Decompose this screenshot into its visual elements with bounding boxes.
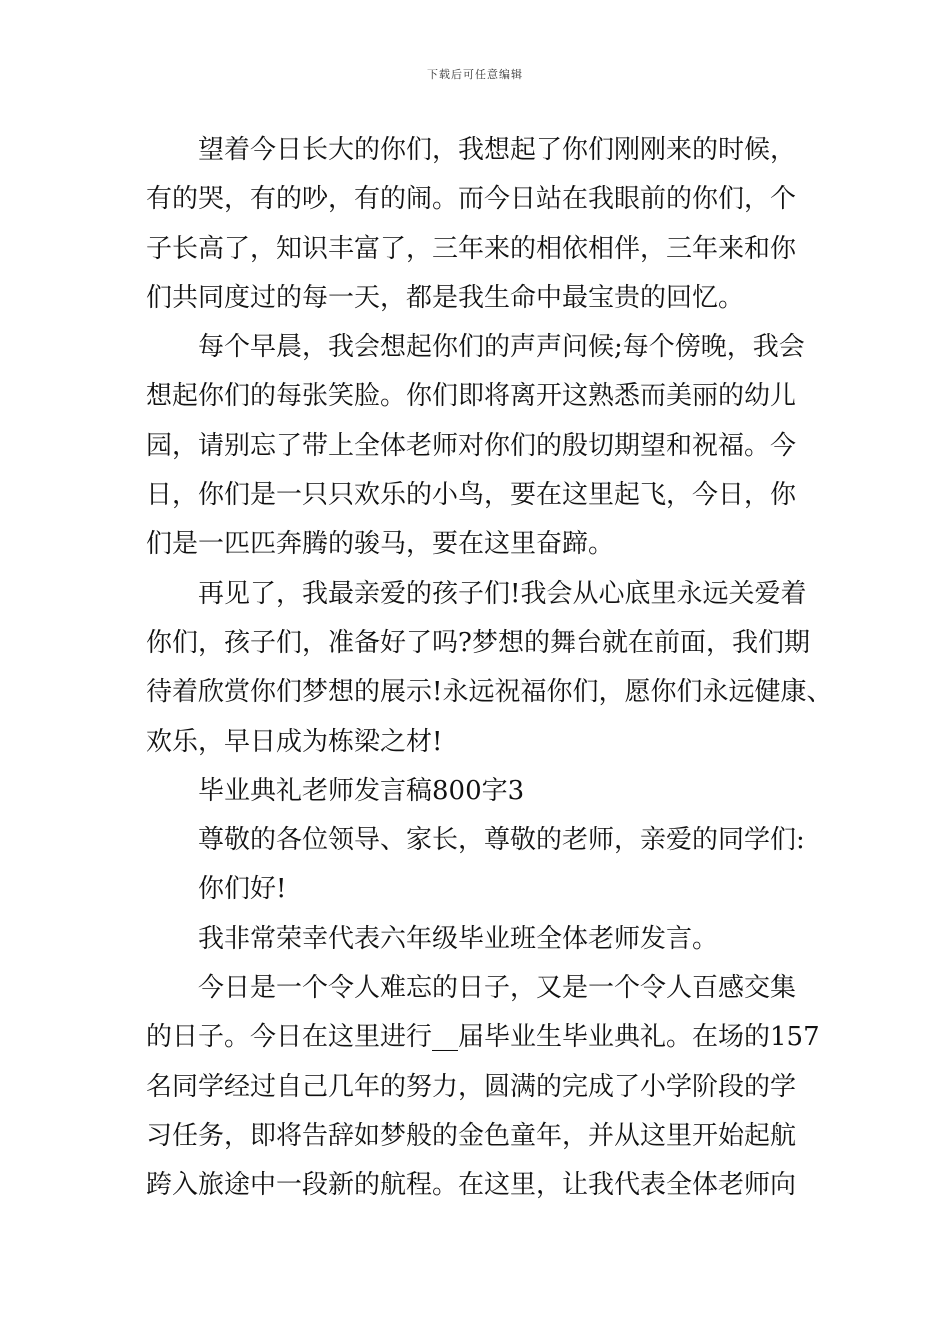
- text-line: 跨入旅途中一段新的航程。在这里，让我代表全体老师向: [146, 1170, 797, 1201]
- text-line: 我非常荣幸代表六年级毕业班全体老师发言。: [198, 923, 719, 954]
- page-header-note: 下载后可任意编辑: [427, 68, 523, 81]
- text-line: 今日是一个令人难忘的日子，又是一个令人百感交集: [198, 973, 797, 1004]
- text-line: 想起你们的每张笑脸。你们即将离开这熟悉而美丽的幼儿: [146, 381, 797, 412]
- text-line: 每个早晨，我会想起你们的声声问候;每个傍晚，我会: [198, 332, 805, 363]
- text-line: 名同学经过自己几年的努力，圆满的完成了小学阶段的学: [146, 1071, 797, 1102]
- text-line: 你们，孩子们，准备好了吗?梦想的舞台就在前面，我们期: [146, 627, 810, 658]
- text-line: 望着今日长大的你们，我想起了你们刚刚来的时候，: [198, 135, 797, 165]
- section-title: 毕业典礼老师发言稿800字3: [198, 775, 525, 806]
- text-line: 欢乐，早日成为栋梁之材!: [146, 726, 443, 757]
- text-line: 的日子。今日在这里进行__届毕业生毕业典礼。在场的157: [146, 1022, 820, 1053]
- text-line: 日，你们是一只只欢乐的小鸟，要在这里起飞，今日，你: [146, 480, 797, 511]
- document-body: [146, 126, 833, 1211]
- text-line: 你们好!: [198, 874, 287, 905]
- text-line: 习任务，即将告辞如梦般的金色童年，并从这里开始起航: [146, 1120, 797, 1151]
- text-line: 再见了，我最亲爱的孩子们!我会从心底里永远关爱着: [198, 578, 807, 609]
- text-line: 们是一匹匹奔腾的骏马，要在这里奋蹄。: [146, 529, 615, 560]
- text-line: 尊敬的各位领导、家长，尊敬的老师，亲爱的同学们:: [198, 825, 805, 856]
- text-line: 待着欣赏你们梦想的展示!永远祝福你们，愿你们永远健康、: [146, 677, 833, 708]
- text-line: 们共同度过的每一天，都是我生命中最宝贵的回忆。: [146, 282, 745, 313]
- text-line: 子长高了，知识丰富了，三年来的相依相伴，三年来和你: [146, 233, 797, 264]
- text-line: 有的哭，有的吵，有的闹。而今日站在我眼前的你们，个: [146, 184, 797, 215]
- text-line: 园，请别忘了带上全体老师对你们的殷切期望和祝福。今: [146, 430, 797, 461]
